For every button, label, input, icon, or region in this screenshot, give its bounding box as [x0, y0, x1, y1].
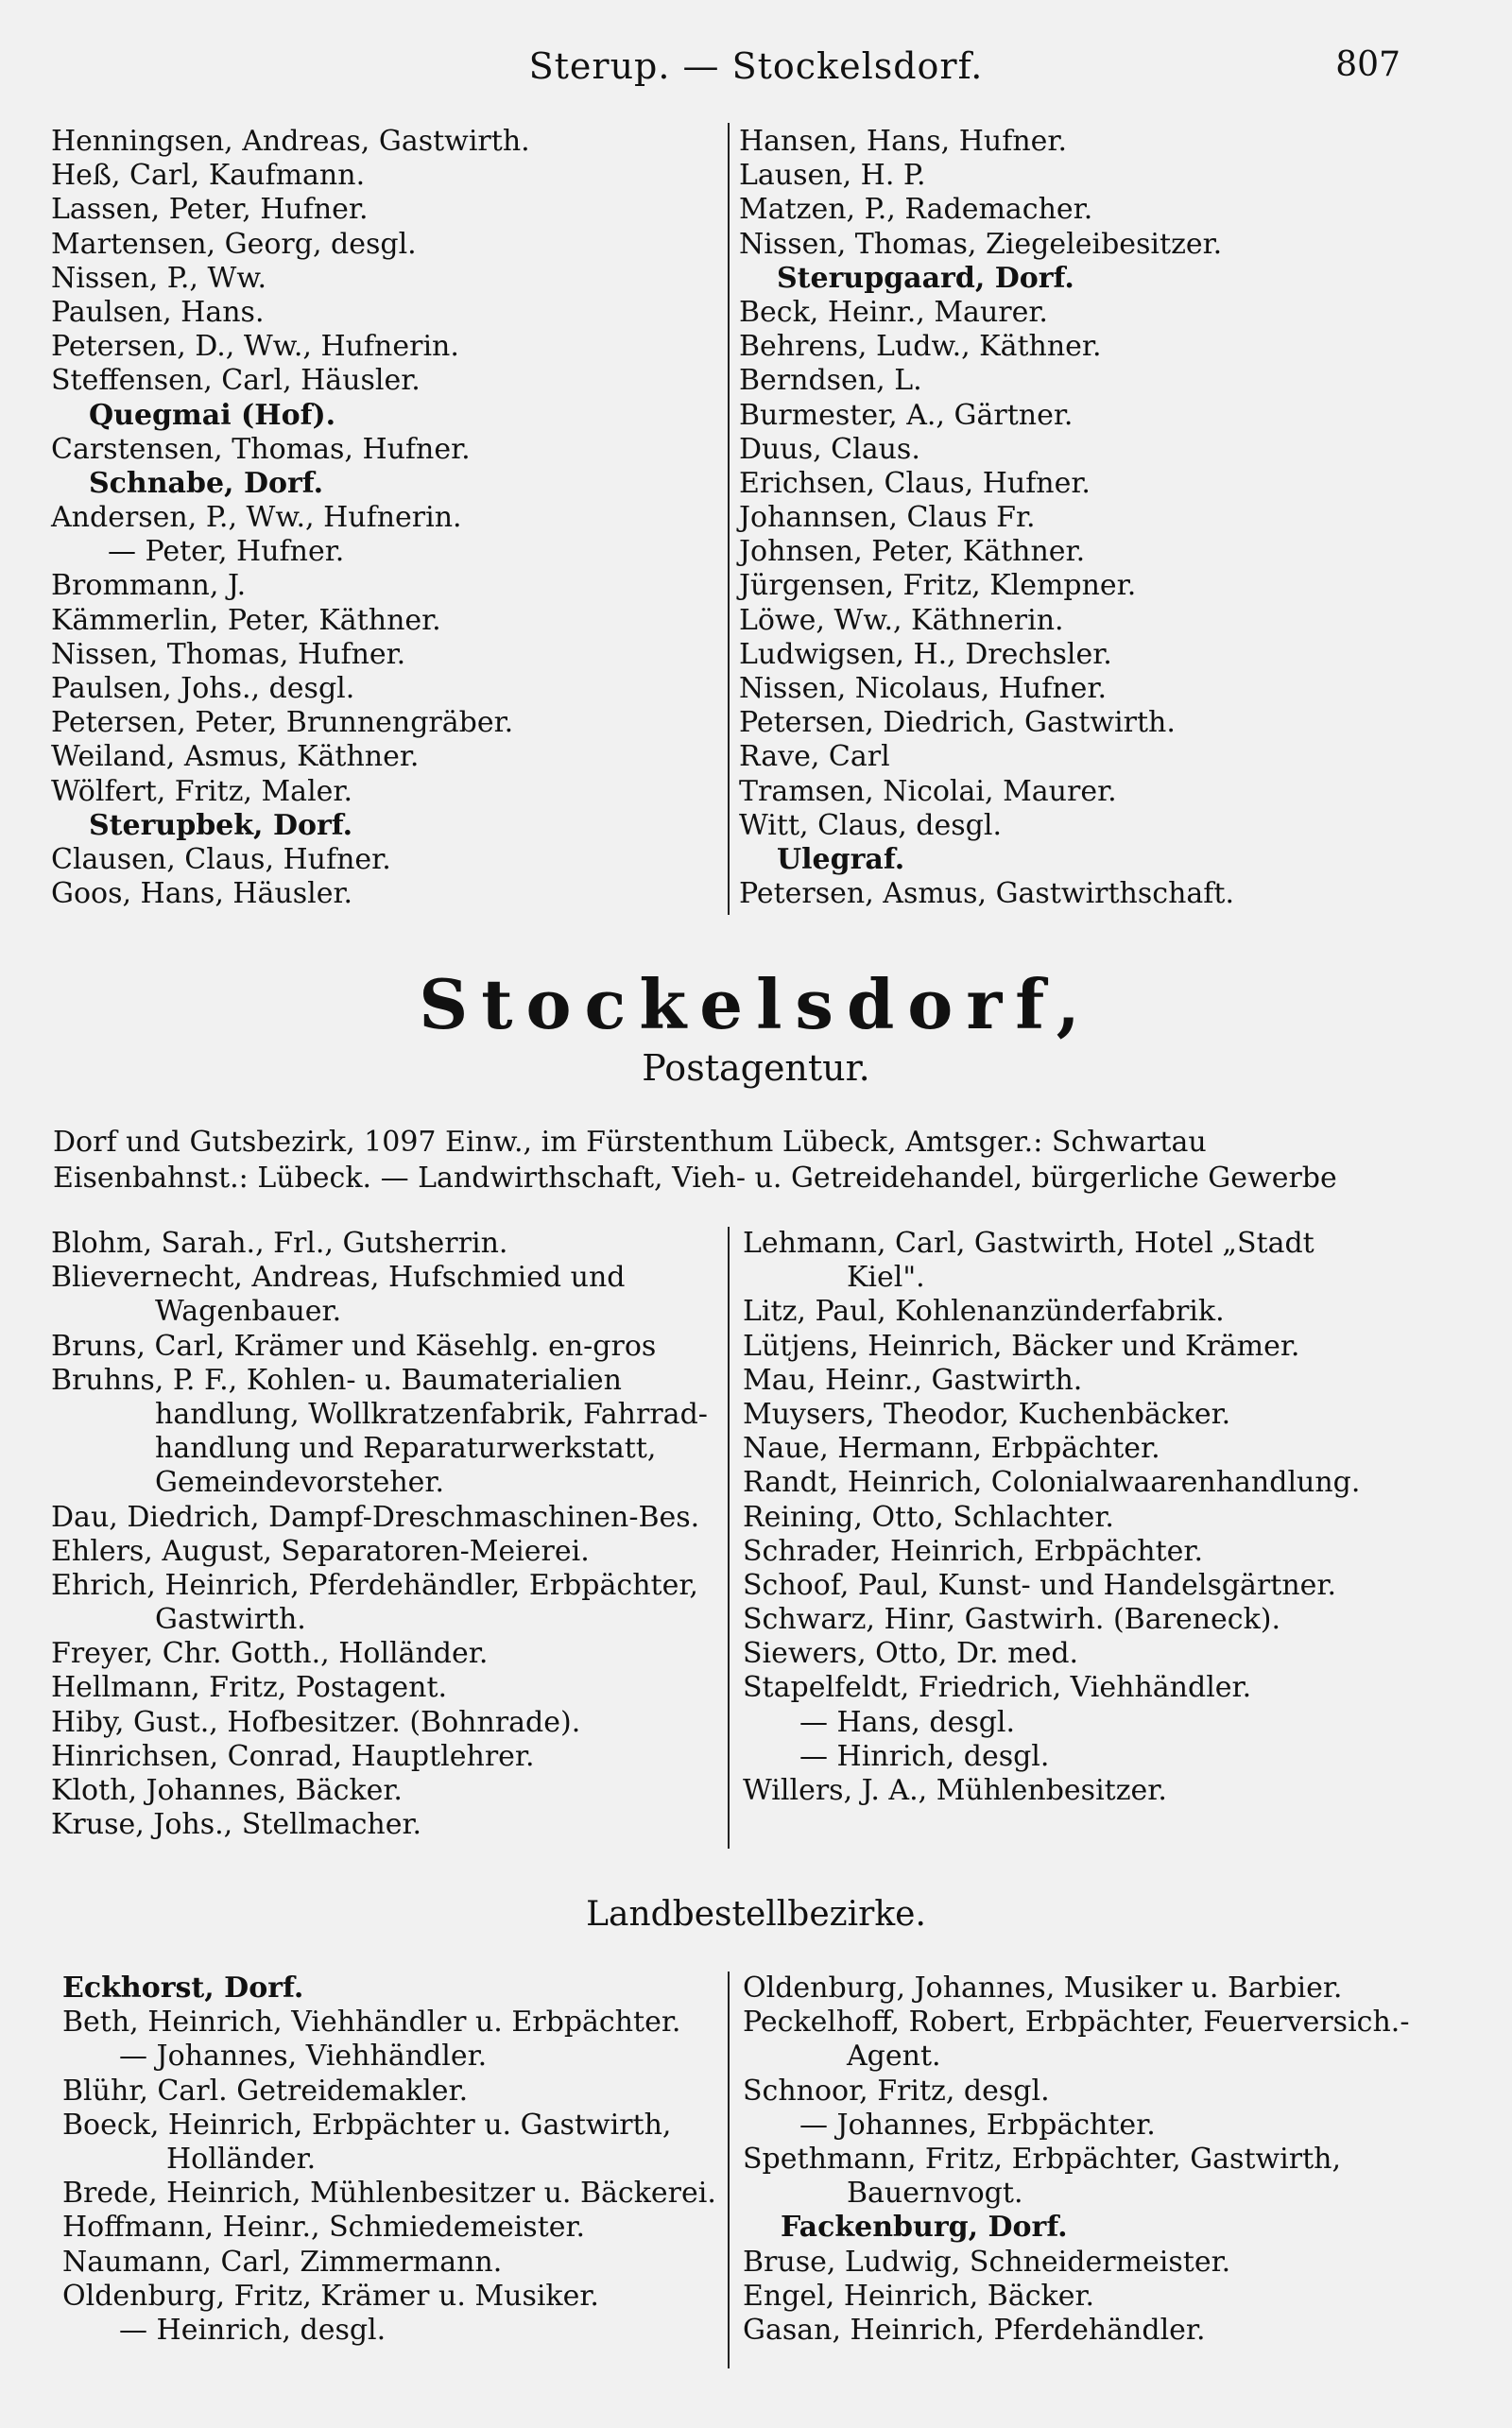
column-divider [728, 1227, 730, 1849]
directory-entry: Nissen, Thomas, Ziegeleibesitzer. [739, 227, 1223, 261]
directory-entry: Holländer. [166, 2142, 317, 2176]
directory-entry: Bruhns, P. F., Kohlen- u. Baumaterialien [51, 1363, 622, 1397]
directory-entry: Oldenburg, Fritz, Krämer u. Musiker. [62, 2279, 599, 2313]
directory-entry: Clausen, Claus, Hufner. [51, 842, 391, 876]
directory-entry: Hoffmann, Heinr., Schmiedemeister. [62, 2211, 586, 2245]
directory-entry: Eckhorst, Dorf. [62, 1972, 304, 2005]
directory-entry: — Johannes, Viehhändler. [119, 2040, 488, 2074]
directory-entry: Johnsen, Peter, Käthner. [739, 535, 1086, 569]
top-left-column [51, 125, 713, 911]
directory-entry: Agent. [847, 2040, 941, 2074]
directory-entry: Heß, Carl, Kaufmann. [51, 159, 366, 193]
mid-right-column [743, 1227, 1461, 1808]
directory-entry: Litz, Paul, Kohlenanzünderfabrik. [743, 1295, 1225, 1329]
directory-entry: — Peter, Hufner. [108, 535, 345, 569]
directory-entry: Schoof, Paul, Kunst- und Handelsgärtner. [743, 1568, 1336, 1602]
directory-entry: Schwarz, Hinr, Gastwirh. (Bareneck). [743, 1603, 1280, 1637]
directory-entry: Schnoor, Fritz, desgl. [743, 2074, 1050, 2108]
intro-line-1: Dorf und Gutsbezirk, 1097 Einw., im Fürstenthum Lübeck, Amtsger.: Schwartau [53, 1126, 1207, 1159]
directory-entry: — Hans, desgl. [799, 1705, 1016, 1739]
directory-entry: Witt, Claus, desgl. [739, 808, 1002, 842]
directory-entry: Paulsen, Hans. [51, 295, 265, 329]
directory-entry: Lausen, H. P. [739, 159, 926, 193]
directory-entry: Spethmann, Fritz, Erbpächter, Gastwirth, [743, 2142, 1342, 2176]
directory-entry: Henningsen, Andreas, Gastwirth. [51, 125, 530, 158]
directory-entry: Hiby, Gust., Hofbesitzer. (Bohnrade). [51, 1705, 581, 1739]
directory-entry: Lütjens, Heinrich, Bäcker und Krämer. [743, 1329, 1300, 1363]
directory-entry: Gasan, Heinrich, Pferdehändler. [743, 2313, 1206, 2347]
directory-entry: Mau, Heinr., Gastwirth. [743, 1363, 1083, 1397]
directory-entry: Randt, Heinrich, Colonialwaarenhandlung. [743, 1466, 1361, 1500]
mid-left-column [51, 1227, 731, 1842]
directory-entry: Kiel". [847, 1261, 925, 1295]
directory-entry: Ehlers, August, Separatoren-Meierei. [51, 1534, 590, 1568]
directory-entry: Dau, Diedrich, Dampf-Dreschmaschinen-Bes. [51, 1500, 700, 1534]
directory-entry: Nissen, Nicolaus, Hufner. [739, 672, 1108, 705]
directory-entry: Boeck, Heinrich, Erbpächter u. Gastwirth, [62, 2108, 672, 2142]
directory-entry: Goos, Hans, Häusler. [51, 877, 353, 911]
directory-entry: Behrens, Ludw., Käthner. [739, 330, 1102, 364]
directory-entry: Rave, Carl [739, 740, 890, 774]
directory-entry: Willers, J. A., Mühlenbesitzer. [743, 1774, 1167, 1807]
directory-entry: Hansen, Hans, Hufner. [739, 125, 1067, 158]
directory-entry: Lehmann, Carl, Gastwirth, Hotel „Stadt [743, 1227, 1314, 1260]
directory-entry: Martensen, Georg, desgl. [51, 227, 417, 261]
directory-entry: Engel, Heinrich, Bäcker. [743, 2279, 1095, 2313]
directory-entry: — Johannes, Erbpächter. [799, 2108, 1156, 2142]
directory-entry: Quegmai (Hof). [89, 398, 336, 432]
directory-entry: Siewers, Otto, Dr. med. [743, 1637, 1079, 1671]
column-divider [728, 1972, 730, 2368]
directory-entry: Erichsen, Claus, Hufner. [739, 466, 1091, 500]
directory-entry: Carstensen, Thomas, Hufner. [51, 432, 471, 466]
page-header [0, 38, 1512, 95]
directory-entry: Kruse, Johs., Stellmacher. [51, 1808, 422, 1842]
directory-entry: Johannsen, Claus Fr. [739, 501, 1036, 535]
directory-entry: — Hinrich, desgl. [799, 1739, 1050, 1773]
directory-entry: Brede, Heinrich, Mühlenbesitzer u. Bäckerei. [62, 2177, 716, 2211]
directory-entry: Gemeindevorsteher. [155, 1466, 445, 1500]
directory-entry: Hellmann, Fritz, Postagent. [51, 1671, 448, 1705]
directory-entry: Hinrichsen, Conrad, Hauptlehrer. [51, 1739, 535, 1773]
directory-entry: Reining, Otto, Schlachter. [743, 1500, 1114, 1534]
directory-entry: Bruns, Carl, Krämer und Käsehlg. en-gros [51, 1329, 657, 1363]
section-subtitle: Postagentur. [642, 1047, 870, 1089]
directory-entry: Blühr, Carl. Getreidemakler. [62, 2074, 469, 2108]
directory-entry: Bruse, Ludwig, Schneidermeister. [743, 2245, 1231, 2279]
directory-entry: Nissen, Thomas, Hufner. [51, 637, 406, 671]
bottom-left-column [62, 1972, 724, 2348]
running-title: Sterup. — Stockelsdorf. [528, 45, 984, 87]
directory-entry: Weiland, Asmus, Käthner. [51, 740, 420, 774]
directory-entry: Muysers, Theodor, Kuchenbäcker. [743, 1397, 1231, 1431]
directory-entry: Sterupbek, Dorf. [89, 808, 353, 842]
directory-entry: Matzen, P., Rademacher. [739, 193, 1093, 227]
directory-entry: Sterupgaard, Dorf. [777, 261, 1074, 295]
directory-entry: handlung, Wollkratzenfabrik, Fahrrad- [155, 1397, 708, 1431]
directory-entry: Kämmerlin, Peter, Käthner. [51, 603, 441, 637]
bottom-right-column [743, 1972, 1461, 2348]
directory-entry: Wagenbauer. [155, 1295, 342, 1329]
directory-entry: Ulegraf. [777, 842, 905, 876]
directory-entry: Lassen, Peter, Hufner. [51, 193, 369, 227]
directory-entry: Naue, Hermann, Erbpächter. [743, 1432, 1160, 1466]
directory-entry: Schnabe, Dorf. [89, 466, 324, 500]
directory-entry: Steffensen, Carl, Häusler. [51, 364, 421, 398]
directory-entry: Petersen, D., Ww., Hufnerin. [51, 330, 459, 364]
directory-entry: Ludwigsen, H., Drechsler. [739, 637, 1112, 671]
directory-entry: Bauernvogt. [847, 2177, 1023, 2211]
intro-line-2: Eisenbahnst.: Lübeck. — Landwirthschaft, Vieh- u. Getreidehandel, bürgerliche Gewerbe [53, 1162, 1337, 1195]
directory-entry: Oldenburg, Johannes, Musiker u. Barbier. [743, 1972, 1343, 2005]
directory-entry: Löwe, Ww., Käthnerin. [739, 603, 1064, 637]
directory-entry: Beth, Heinrich, Viehhändler u. Erbpächter. [62, 2006, 681, 2040]
directory-entry: handlung und Reparaturwerkstatt, [155, 1432, 657, 1466]
directory-entry: Tramsen, Nicolai, Maurer. [739, 774, 1117, 808]
directory-entry: Nissen, P., Ww. [51, 261, 266, 295]
directory-entry: Paulsen, Johs., desgl. [51, 672, 355, 705]
directory-entry: Kloth, Johannes, Bäcker. [51, 1774, 403, 1807]
directory-entry: — Heinrich, desgl. [119, 2313, 387, 2347]
section-title: Stockelsdorf, [419, 964, 1093, 1044]
directory-entry: Duus, Claus. [739, 432, 920, 466]
land-districts-title: Landbestellbezirke. [586, 1895, 926, 1934]
directory-entry: Petersen, Diedrich, Gastwirth. [739, 706, 1176, 740]
directory-entry: Blohm, Sarah., Frl., Gutsherrin. [51, 1227, 508, 1260]
directory-entry: Ehrich, Heinrich, Pferdehändler, Erbpächter, [51, 1568, 698, 1602]
directory-entry: Blievernecht, Andreas, Hufschmied und [51, 1261, 626, 1295]
directory-entry: Berndsen, L. [739, 364, 922, 398]
directory-entry: Burmester, A., Gärtner. [739, 398, 1074, 432]
page-number: 807 [1335, 45, 1400, 84]
directory-entry: Brommann, J. [51, 569, 247, 603]
column-divider [728, 123, 730, 915]
directory-entry: Fackenburg, Dorf. [781, 2211, 1068, 2245]
directory-entry: Schrader, Heinrich, Erbpächter. [743, 1534, 1203, 1568]
directory-entry: Stapelfeldt, Friedrich, Viehhändler. [743, 1671, 1252, 1705]
directory-entry: Petersen, Peter, Brunnengräber. [51, 706, 514, 740]
directory-entry: Andersen, P., Ww., Hufnerin. [51, 501, 462, 535]
directory-entry: Peckelhoff, Robert, Erbpächter, Feuerversich.- [743, 2006, 1410, 2040]
directory-entry: Freyer, Chr. Gotth., Holländer. [51, 1637, 489, 1671]
directory-entry: Gastwirth. [155, 1603, 306, 1637]
top-right-column [739, 125, 1457, 911]
directory-entry: Petersen, Asmus, Gastwirthschaft. [739, 877, 1234, 911]
directory-entry: Jürgensen, Fritz, Klempner. [739, 569, 1137, 603]
directory-entry: Wölfert, Fritz, Maler. [51, 774, 352, 808]
directory-entry: Beck, Heinr., Maurer. [739, 295, 1048, 329]
directory-entry: Naumann, Carl, Zimmermann. [62, 2245, 503, 2279]
